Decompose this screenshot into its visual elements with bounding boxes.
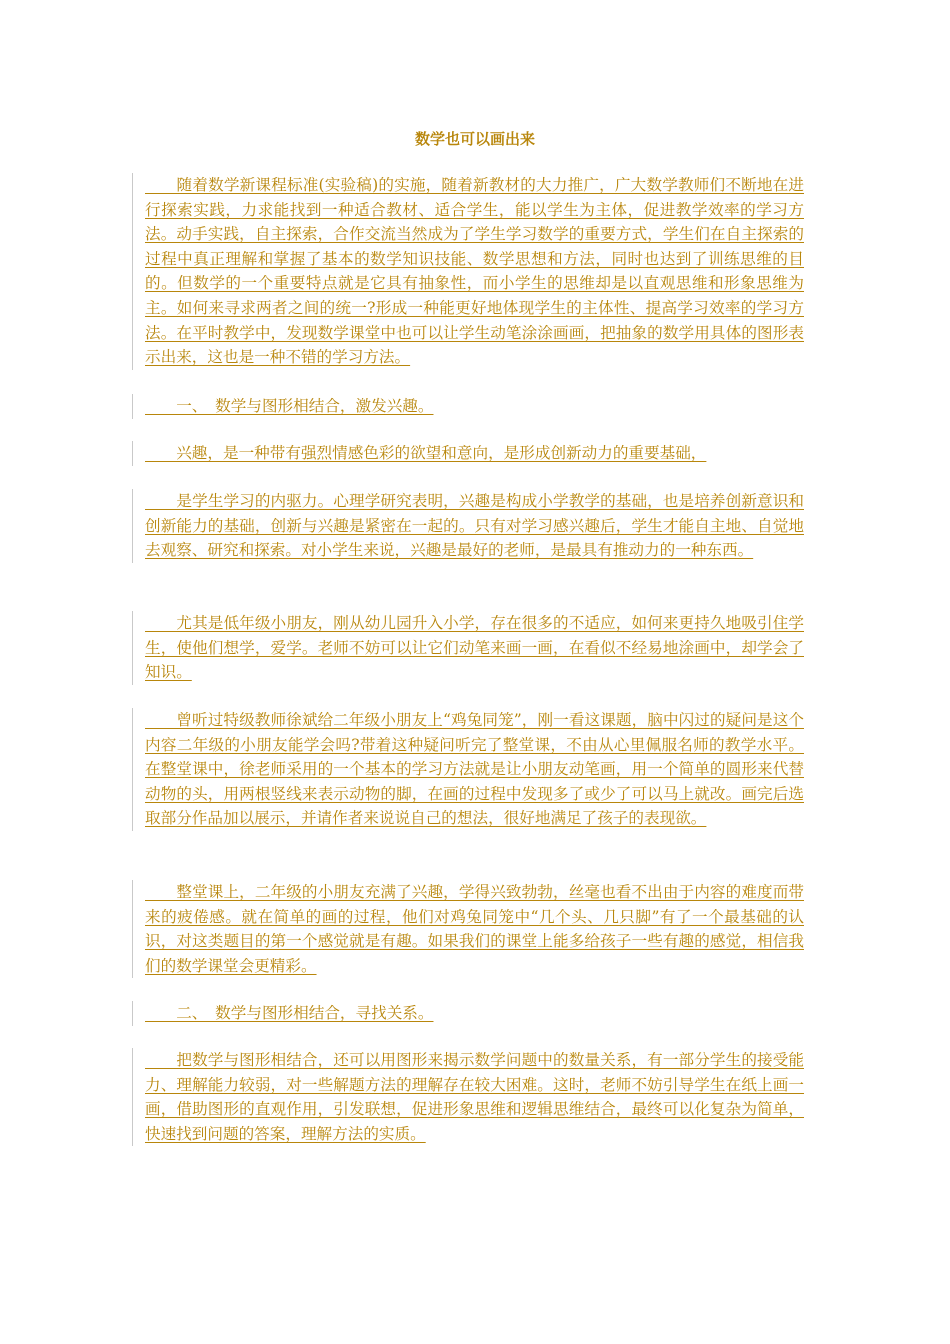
paragraph-lesson-result [132,880,804,978]
heading-text: 一、 数学与图形相结合，激发兴趣。 [145,397,434,415]
paragraph-motivation [132,489,804,563]
paragraph-text: 把数学与图形相结合，还可以用图形来揭示数学问题中的数量关系，有一部分学生的接受能力、理解能力较弱，对一些解题方法的理解存在较大困难。这时，老师不妨引导学生在纸上画一画，借助图形的直观作用，引发联想，促进形象思维和逻辑思维结合，最终可以化复杂为简单，快速找到问题的答案，理解方法的实质。 [145,1051,804,1143]
paragraph-text: 是学生学习的内驱力。心理学研究表明，兴趣是构成小学教学的基础，也是培养创新意识和创新能力的基础，创新与兴趣是紧密在一起的。只有对学习感兴趣后，学生才能自主地、自觉地去观察、研究和探索。对小学生来说，兴趣是最好的老师，是最具有推动力的一种东西。 [145,492,804,560]
document-title: 数学也可以画出来 [414,130,535,148]
paragraph-text: 尤其是低年级小朋友，刚从幼儿园升入小学，存在很多的不适应，如何来更持久地吸引住学生，使他们想学，爱学。老师不妨可以让它们动笔来画一画，在看似不经易地涂画中，却学会了知识。 [145,614,804,682]
paragraph-intro [132,173,804,370]
paragraph-relationships [132,1048,804,1146]
paragraph-text: 整堂课上，二年级的小朋友充满了兴趣，学得兴致勃勃，丝毫也看不出由于内容的难度而带来的疲倦感。就在简单的画的过程，他们对鸡兔同笼中“几个头、几只脚”有了一个最基础的认识，对这类题目的第一个感觉就是有趣。如果我们的课堂上能多给孩子一些有趣的感觉，相信我们的数学课堂会更精彩。 [145,883,804,975]
paragraph-text: 兴趣，是一种带有强烈情感色彩的欲望和意向，是形成创新动力的重要基础， [145,444,707,462]
paragraph-lower-grades [132,611,804,685]
paragraph-example-lesson [132,708,804,831]
paragraph-text: 随着数学新课程标准(实验稿)的实施，随着新教材的大力推广，广大数学教师们不断地在进行探索实践，力求能找到一种适合教材、适合学生，能以学生为主体，促进教学效率的学习方法。动手实践，自主探索，合作交流当然成为了学生学习数学的重要方式，学生们在自主探索的过程中真正理解和掌握了基本的数学知识技能、数学思想和方法，同时也达到了训练思维的目的。但数学的一个重要特点就是它具有抽象性，而小学生的思维却是以直观思维和形象思维为主。如何来寻求两者之间的统一?形成一种能更好地体现学生的主体性、提高学习效率的学习方法。在平时教学中，发现数学课堂中也可以让学生动笔涂涂画画，把抽象的数学用具体的图形表示出来，这也是一种不错的学习方法。 [145,176,804,367]
section-heading-1 [132,394,804,419]
paragraph-interest [132,441,804,466]
section-heading-2 [132,1001,804,1026]
heading-text: 二、 数学与图形相结合，寻找关系。 [145,1004,434,1022]
paragraph-text: 曾听过特级教师徐斌给二年级小朋友上“鸡兔同笼”，刚一看这课题，脑中闪过的疑问是这个内容二年级的小朋友能学会吗?带着这种疑问听完了整堂课，不由从心里佩服名师的教学水平。在整堂课中，徐老师采用的一个基本的学习方法就是让小朋友动笔画，用一个简单的圆形来代替动物的头，用两根竖线来表示动物的脚，在画的过程中发现多了或少了可以马上就改。画完后选取部分作品加以展示，并请作者来说说自己的想法，很好地满足了孩子的表现欲。 [145,711,804,828]
